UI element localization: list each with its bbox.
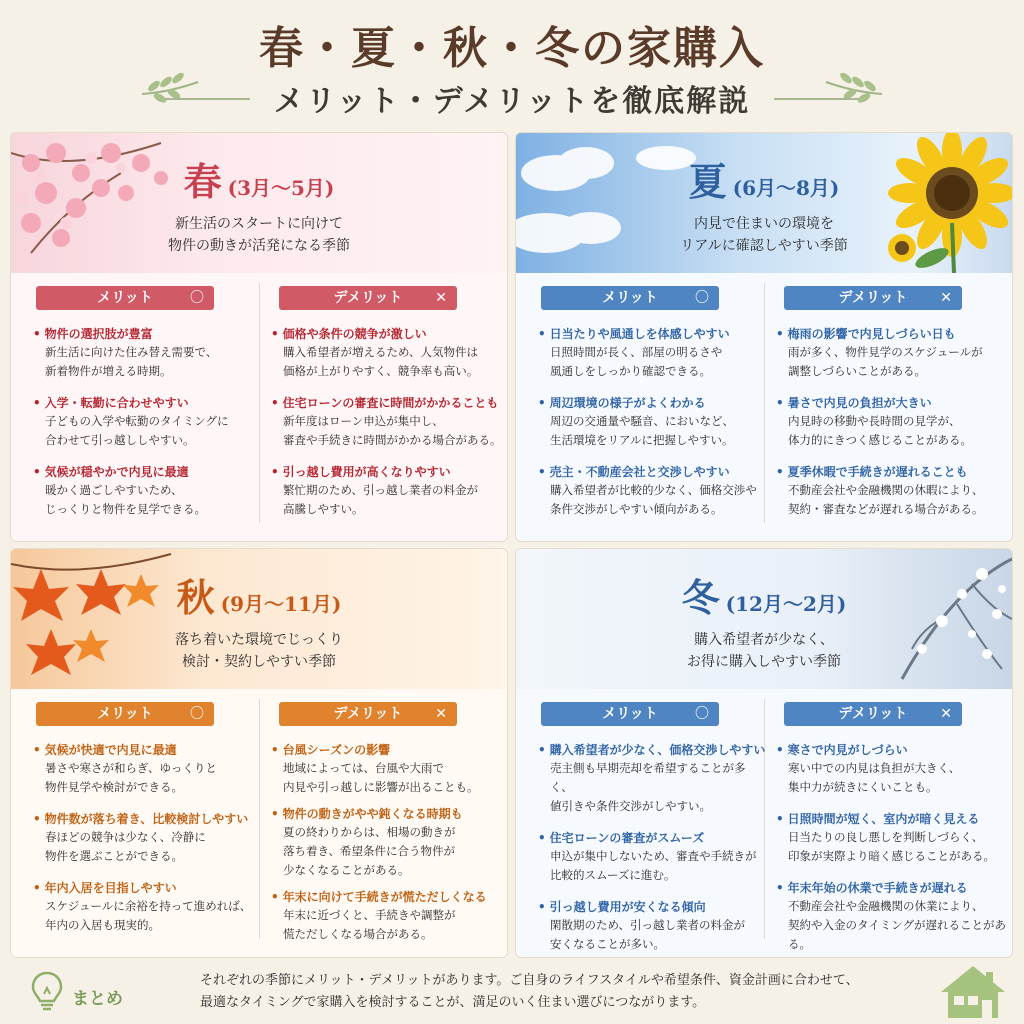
cross-icon: ✕	[940, 290, 952, 306]
list-item: • 日照時間が短く、室内が暗く見える 日当たりの良し悪しを判断しづらく、 印象が実際より暗く感じることがある。	[776, 810, 1008, 866]
page-subtitle: メリット・デメリットを徹底解説	[273, 84, 751, 119]
season-description: 内見で住まいの環境を リアルに確認しやすい季節	[680, 216, 848, 254]
season-description: 購入希望者が少なく、 お得に購入しやすい季節	[687, 632, 841, 670]
list-item: • 台風シーズンの影響 地域によっては、台風や大雨で 内見や引っ越しに影響が出ることも。	[271, 741, 503, 797]
list-item: • 梅雨の影響で内見しづらい日も 雨が多く、物件見学のスケジュールが 調整しづらいことがある。	[776, 325, 1008, 381]
season-range: (6月〜8月)	[732, 176, 840, 200]
leaf-branch-icon	[824, 64, 884, 104]
house-icon	[938, 962, 1008, 1020]
season-header-summer	[516, 133, 1012, 273]
season-name: 春	[183, 159, 222, 204]
list-item: • 物件の動きがやや鈍くなる時期も 夏の終わりからは、相場の動きが 落ち着き、希望条件に合う物件が 少なくなることがある。	[271, 805, 503, 880]
list-item: • 年末に向けて手続きが慌ただしくなる 年末に近づくと、手続きや調整が 慌ただしくなる場合がある。	[271, 888, 503, 944]
demerit-label: デメリット ✕	[279, 286, 457, 310]
cross-icon: ✕	[940, 706, 952, 722]
season-title	[11, 151, 507, 206]
merit-list	[538, 741, 766, 958]
list-item: • 購入希望者が少なく、価格交渉しやすい 売主側も早期売却を希望することが多く、 値引きや条件交渉がしやすい。	[538, 741, 766, 816]
season-name: 冬	[681, 575, 720, 620]
season-header-winter	[516, 549, 1012, 689]
list-item: • 年末年始の休業で手続きが遅れる 不動産会社や金融機関の休業により、 契約や入金のタイミングが遅れることがある。	[776, 879, 1008, 954]
season-range: (3月〜5月)	[227, 176, 335, 200]
season-description: 落ち着いた環境でじっくり 検討・契約しやすい季節	[175, 632, 343, 670]
demerit-label: デメリット ✕	[279, 702, 457, 726]
list-item: • 住宅ローンの審査に時間がかかることも 新年度はローン申込が集中し、 審査や手続きに時間がかかる場合がある。	[271, 394, 503, 450]
summary-label: まとめ	[72, 989, 123, 1009]
header	[0, 0, 1024, 130]
season-title	[516, 151, 1012, 206]
list-item: • 夏季休暇で手続きが遅れることも 不動産会社や金融機関の休暇により、 契約・審査などが遅れる場合がある。	[776, 463, 1008, 519]
cross-icon: ✕	[435, 706, 447, 722]
demerit-list	[776, 325, 1008, 532]
list-item: • 住宅ローンの審査がスムーズ 申込が集中しないため、審査や手続きが 比較的スムーズに進む。	[538, 829, 766, 885]
season-title	[516, 567, 1012, 622]
page-title: 春・夏・秋・冬の家購入	[259, 23, 765, 74]
lightbulb-icon	[30, 970, 64, 1014]
merit-list	[33, 325, 261, 532]
season-header-spring	[11, 133, 507, 273]
list-item: • 気候が快適で内見に最適 暑さや寒さが和らぎ、ゆっくりと 物件見学や検討ができる。	[33, 741, 261, 797]
list-item: • 価格や条件の競争が激しい 購入希望者が増えるため、人気物件は 価格が上がりやすく、競争率も高い。	[271, 325, 503, 381]
list-item: • 日当たりや風通しを体感しやすい 日照時間が長く、部屋の明るさや 風通しをしっかり確認できる。	[538, 325, 766, 381]
season-name: 秋	[176, 575, 215, 620]
summary-footer	[0, 962, 1024, 1024]
list-item: • 入学・転勤に合わせやすい 子どもの入学や転勤のタイミングに 合わせて引っ越ししやすい。	[33, 394, 261, 450]
season-card-autumn	[10, 548, 508, 958]
merit-list	[33, 741, 261, 948]
list-item: • 売主・不動産会社と交渉しやすい 購入希望者が比較的少なく、価格交渉や 条件交渉がしやすい傾向がある。	[538, 463, 766, 519]
demerit-label: デメリット ✕	[784, 286, 962, 310]
list-item: • 周辺環境の様子がよくわかる 周辺の交通量や騒音、においなど、 生活環境をリアルに把握しやすい。	[538, 394, 766, 450]
season-description: 新生活のスタートに向けて 物件の動きが活発になる季節	[168, 216, 350, 254]
season-range: (12月〜2月)	[725, 592, 847, 616]
circle-icon: 〇	[695, 706, 709, 722]
circle-icon: 〇	[695, 290, 709, 306]
summary-text: それぞれの季節にメリット・デメリットがあります。ご自身のライフスタイルや希望条件、資金計画に合わせて、 最適なタイミングで家購入を検討することが、満足のいく住まい選びにつながります。	[200, 973, 859, 1010]
season-card-spring	[10, 132, 508, 542]
season-range: (9月〜11月)	[220, 592, 342, 616]
list-item: • 暑さで内見の負担が大きい 内見時の移動や長時間の見学が、 体力的にきつく感じることがある。	[776, 394, 1008, 450]
list-item: • 寒さで内見がしづらい 寒い中での内見は負担が大きく、 集中力が続きにくいことも。	[776, 741, 1008, 797]
demerit-list	[271, 325, 503, 532]
demerit-list	[776, 741, 1008, 958]
list-item: • 年内入居を目指しやすい スケジュールに余裕を持って進めれば、 年内の入居も現実的。	[33, 879, 261, 935]
merit-list	[538, 325, 766, 532]
list-item: • 物件数が落ち着き、比較検討しやすい 春ほどの競争は少なく、冷静に 物件を選ぶことができる。	[33, 810, 261, 866]
demerit-list	[271, 741, 503, 957]
season-header-autumn	[11, 549, 507, 689]
circle-icon: 〇	[190, 706, 204, 722]
merit-label: メリット 〇	[36, 702, 214, 726]
merit-label: メリット 〇	[541, 702, 719, 726]
season-card-winter	[515, 548, 1013, 958]
cross-icon: ✕	[435, 290, 447, 306]
season-card-summer	[515, 132, 1013, 542]
list-item: • 引っ越し費用が安くなる傾向 閑散期のため、引っ越し業者の料金が 安くなることが多い。	[538, 898, 766, 954]
list-item: • 物件の選択肢が豊富 新生活に向けた住み替え需要で、 新着物件が増える時期。	[33, 325, 261, 381]
season-title	[11, 567, 507, 622]
merit-label: メリット 〇	[36, 286, 214, 310]
season-name: 夏	[688, 159, 727, 204]
merit-label: メリット 〇	[541, 286, 719, 310]
demerit-label: デメリット ✕	[784, 702, 962, 726]
list-item: • 引っ越し費用が高くなりやすい 繁忙期のため、引っ越し業者の料金が 高騰しやすい。	[271, 463, 503, 519]
circle-icon: 〇	[190, 290, 204, 306]
list-item: • 気候が穏やかで内見に最適 暖かく過ごしやすいため、 じっくりと物件を見学できる。	[33, 463, 261, 519]
